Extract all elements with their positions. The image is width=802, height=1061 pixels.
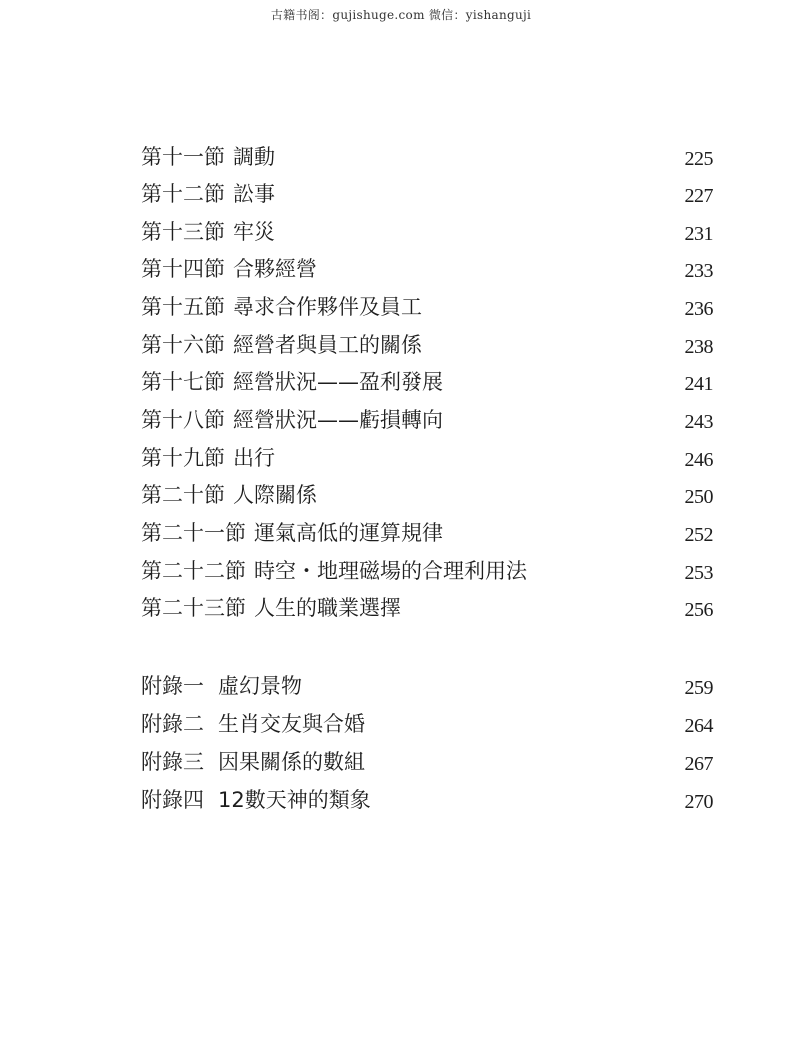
toc-entry-name: 人際關係	[233, 483, 317, 507]
toc-entry-label: 第十三節	[141, 220, 225, 244]
toc-entry-page: 252	[684, 524, 713, 546]
toc-entry-name: 合夥經營	[233, 257, 317, 281]
toc-entry-title	[141, 593, 401, 623]
toc-entry-page: 256	[684, 599, 713, 621]
toc-entry-name: 經營者與員工的關係	[233, 333, 422, 357]
toc-entry-label: 第十七節	[141, 370, 225, 394]
toc-appendix-2[interactable]	[141, 709, 713, 739]
toc-entry-12[interactable]	[141, 179, 713, 209]
toc-appendix-3[interactable]	[141, 747, 713, 777]
toc-entry-name: 12數天神的類象	[218, 788, 371, 812]
toc-entry-page: 250	[684, 486, 713, 508]
toc-entry-label: 第十五節	[141, 295, 225, 319]
toc-entry-title	[141, 556, 527, 586]
toc-entry-page: 227	[684, 185, 713, 207]
toc-entry-name: 生肖交友與合婚	[218, 712, 365, 736]
toc-entry-title	[141, 142, 275, 172]
toc-entry-page: 233	[684, 260, 713, 282]
toc-entry-name: 因果關係的數組	[218, 750, 365, 774]
toc-entry-title	[141, 480, 317, 510]
toc-entry-label: 第二十一節	[141, 521, 246, 545]
toc-entry-label: 第十一節	[141, 145, 225, 169]
toc-entry-name: 尋求合作夥伴及員工	[233, 295, 422, 319]
toc-entry-label: 附錄一	[141, 674, 204, 698]
header-watermark: 古籍书阁：gujishuge.com 微信：yishanguji	[270, 8, 532, 22]
toc-entry-page: 225	[684, 148, 713, 170]
toc-entry-label: 附錄四	[141, 788, 204, 812]
toc-entry-name: 牢災	[233, 220, 275, 244]
toc-entry-20[interactable]	[141, 480, 713, 510]
toc-entry-23[interactable]	[141, 593, 713, 623]
toc-entry-title	[141, 292, 422, 322]
toc-entry-title	[141, 747, 365, 777]
toc-entry-18[interactable]	[141, 405, 713, 435]
toc-entry-page: 231	[684, 223, 713, 245]
toc-entry-title	[141, 405, 443, 435]
toc-entry-21[interactable]	[141, 518, 713, 548]
toc-entry-name: 出行	[233, 446, 275, 470]
toc-entry-label: 第二十節	[141, 483, 225, 507]
toc-entry-label: 附錄二	[141, 712, 204, 736]
toc-entry-label: 第十六節	[141, 333, 225, 357]
toc-entry-label: 第二十三節	[141, 596, 246, 620]
toc-entry-page: 238	[684, 336, 713, 358]
toc-entry-name: 經營狀況——虧損轉向	[233, 408, 443, 432]
toc-entry-13[interactable]	[141, 217, 713, 247]
toc-entry-page: 253	[684, 562, 713, 584]
toc-entry-title	[141, 217, 275, 247]
toc-entry-title	[141, 330, 422, 360]
toc-entry-label: 第十八節	[141, 408, 225, 432]
toc-entry-label: 第十二節	[141, 182, 225, 206]
toc-entry-page: 259	[684, 677, 713, 699]
toc-entry-15[interactable]	[141, 292, 713, 322]
toc-entry-label: 第十四節	[141, 257, 225, 281]
toc-entry-page: 264	[684, 715, 713, 737]
toc-entry-title	[141, 785, 371, 815]
toc-entry-page: 246	[684, 449, 713, 471]
toc-entry-page: 267	[684, 753, 713, 775]
toc-entry-label: 附錄三	[141, 750, 204, 774]
toc-entry-17[interactable]	[141, 367, 713, 397]
toc-appendix-4[interactable]	[141, 785, 713, 815]
toc-entry-name: 經營狀況——盈利發展	[233, 370, 443, 394]
toc-entry-title	[141, 518, 443, 548]
toc-entry-page: 241	[684, 373, 713, 395]
toc-entry-page: 270	[684, 791, 713, 813]
toc-entry-name: 訟事	[233, 182, 275, 206]
toc-entry-name: 人生的職業選擇	[254, 596, 401, 620]
toc-entry-title	[141, 709, 365, 739]
toc-entry-name: 調動	[233, 145, 275, 169]
toc-entry-16[interactable]	[141, 330, 713, 360]
toc-entry-title	[141, 179, 275, 209]
toc-entry-19[interactable]	[141, 443, 713, 473]
toc-entry-14[interactable]	[141, 254, 713, 284]
toc-entry-name: 時空・地理磁場的合理利用法	[254, 559, 527, 583]
toc-entry-title	[141, 367, 443, 397]
toc-entry-label: 第二十二節	[141, 559, 246, 583]
toc-entry-page: 236	[684, 298, 713, 320]
toc-entry-22[interactable]	[141, 556, 713, 586]
toc-entry-label: 第十九節	[141, 446, 225, 470]
toc-entry-name: 虛幻景物	[218, 674, 302, 698]
toc-entry-name: 運氣高低的運算規律	[254, 521, 443, 545]
toc-appendix-1[interactable]	[141, 671, 713, 701]
toc-entry-title	[141, 254, 317, 284]
toc-entry-title	[141, 443, 275, 473]
toc-entry-page: 243	[684, 411, 713, 433]
toc-entry-11[interactable]	[141, 142, 713, 172]
toc-entry-title	[141, 671, 302, 701]
